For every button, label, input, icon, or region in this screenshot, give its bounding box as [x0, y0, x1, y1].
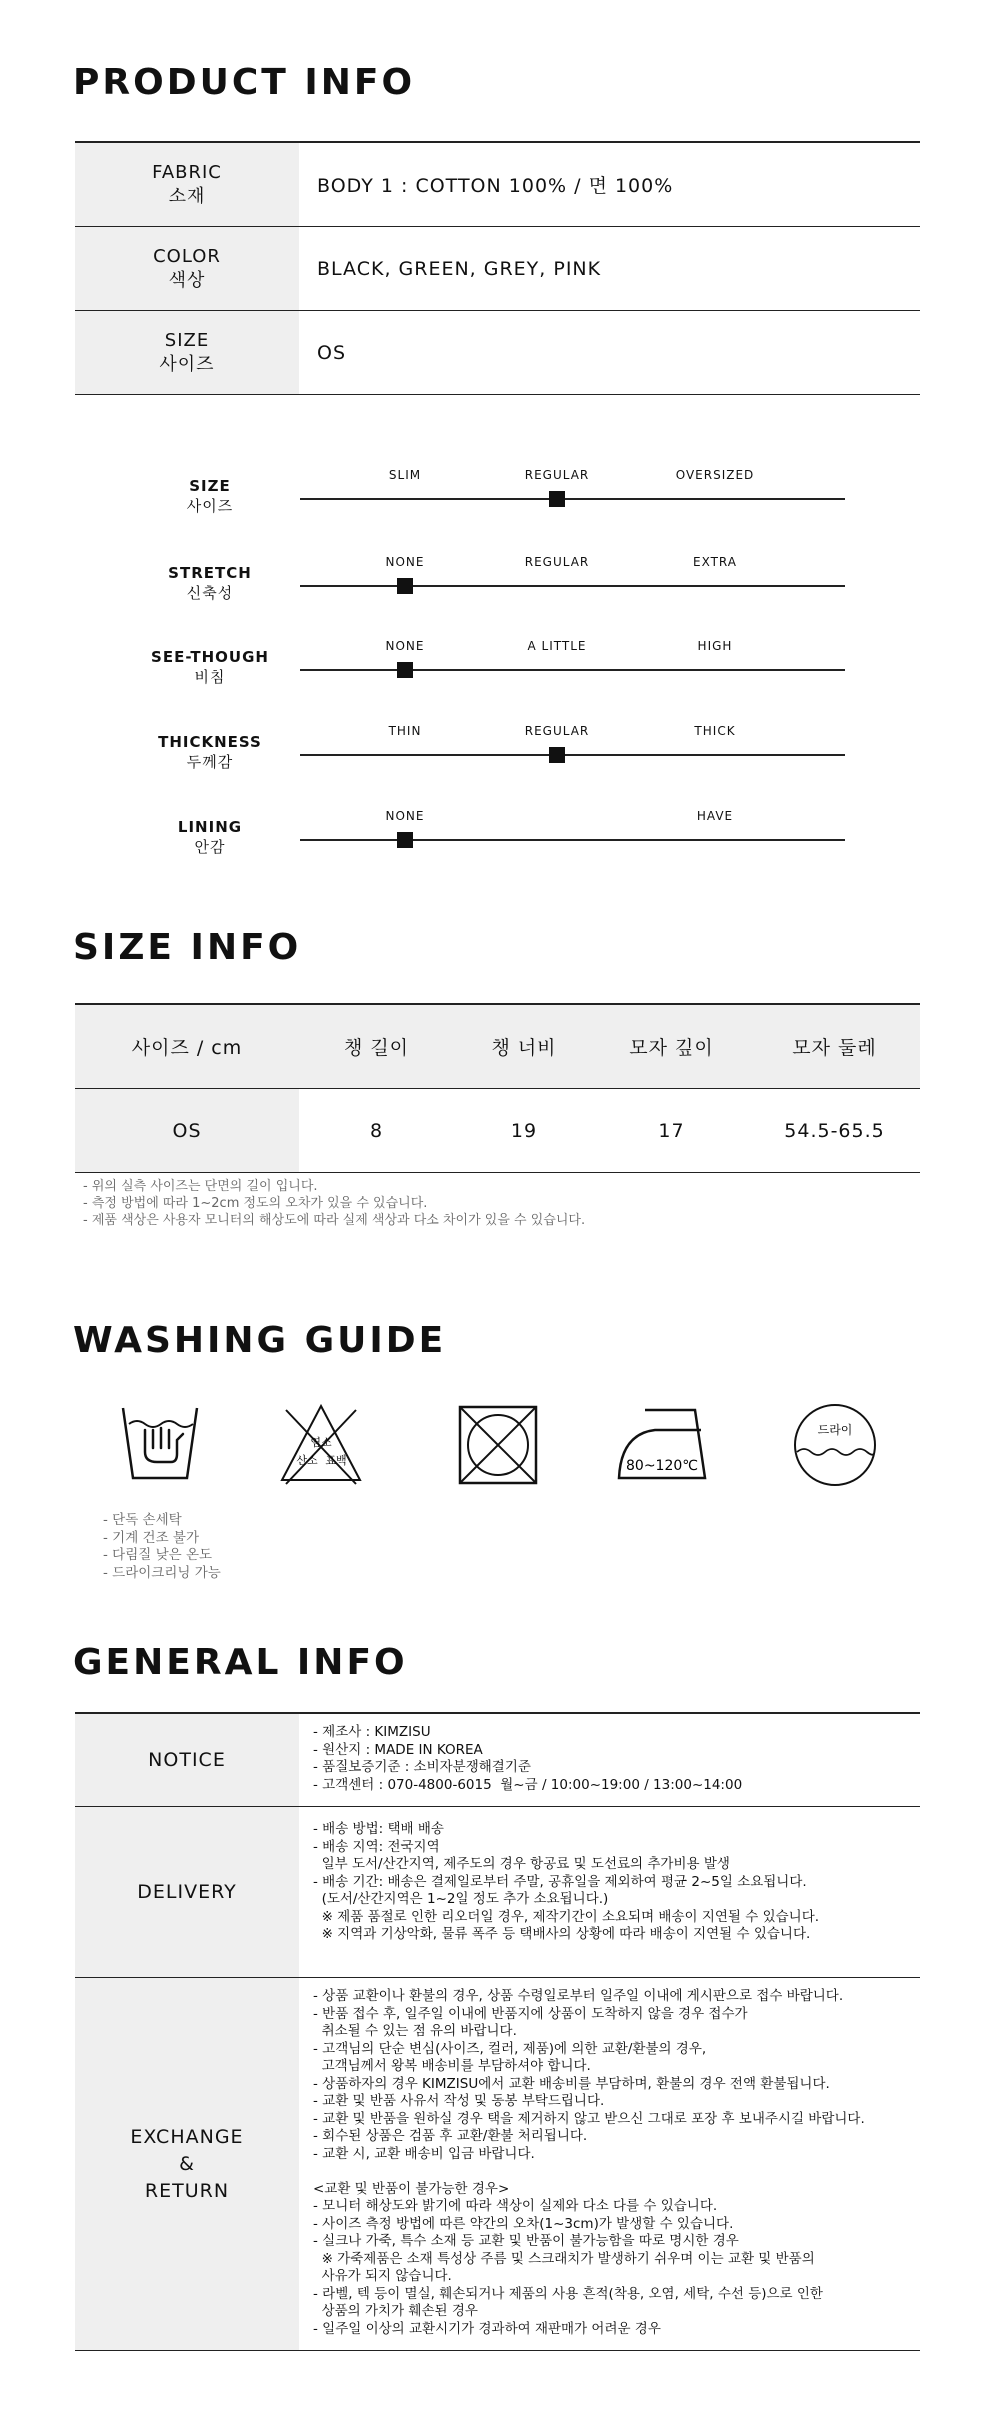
info-line: <교환 및 반품이 불가능한 경우>	[313, 2180, 510, 2197]
bleach-text-top: 염소	[310, 1436, 332, 1449]
info-line: - 배송 지역: 전국지역	[313, 1838, 440, 1855]
product-info-table	[75, 141, 920, 395]
label-line: RETURN	[144, 2179, 230, 2202]
general-info-row-delivery	[75, 1807, 920, 1978]
info-line: ※ 제품 품절로 인한 리오더일 경우, 제작기간이 소요되며 배송이 지연될 수 있습니다.	[313, 1908, 820, 1925]
label-ko: 사이즈	[159, 353, 215, 375]
general-info-row-exchange	[75, 1978, 920, 2351]
size-cell: OS	[75, 1089, 299, 1172]
fit-scale-marker	[397, 662, 413, 678]
info-line: - 라벨, 텍 등이 멸실, 훼손되거나 제품의 사용 흔적(착용, 오염, 세탁, 수선 등)으로 인한	[313, 2285, 823, 2302]
fit-scale-label	[140, 732, 280, 772]
size-notes	[83, 1178, 585, 1229]
fit-scale-marker	[549, 747, 565, 763]
row-label	[75, 1978, 299, 2350]
row-label	[75, 143, 299, 226]
fit-scale-line	[300, 669, 845, 671]
size-cell: 54.5-65.5	[784, 1119, 885, 1142]
label-line: DELIVERY	[137, 1881, 237, 1903]
washing-note: - 단독 손세탁	[103, 1512, 182, 1528]
info-line: - 원산지 : MADE IN KOREA	[313, 1741, 483, 1758]
fit-label-en: SEE-THOUGH	[151, 648, 269, 666]
fit-scale-option: NONE	[385, 809, 425, 823]
size-info-title: SIZE INFO	[73, 927, 302, 968]
product-info-title: PRODUCT INFO	[73, 62, 416, 103]
size-note: - 위의 실측 사이즈는 단면의 길이 입니다.	[83, 1179, 318, 1194]
fit-label-ko: 두께감	[186, 753, 234, 771]
hand-wash-icon	[115, 1400, 205, 1490]
fit-scale-option: A LITTLE	[527, 639, 587, 653]
fit-scale-row	[0, 545, 1000, 630]
info-line: - 반품 접수 후, 일주일 이내에 반품지에 상품이 도착하지 않을 경우 접수가	[313, 2005, 748, 2022]
dry-clean-icon	[790, 1400, 880, 1490]
fit-scale-label	[140, 817, 280, 857]
fit-scale-marker	[397, 832, 413, 848]
size-table	[75, 1003, 920, 1173]
fit-scale-option: NONE	[385, 639, 425, 653]
washing-note: - 드라이크리닝 가능	[103, 1564, 221, 1581]
size-cell: 17	[658, 1119, 685, 1142]
fit-label-en: SIZE	[189, 477, 231, 495]
info-line: - 제조사 : KIMZISU	[313, 1724, 431, 1740]
fit-scale-option: HIGH	[697, 639, 733, 653]
fit-scale-option: REGULAR	[524, 468, 590, 482]
size-header-cell: 모자 둘레	[792, 1037, 877, 1059]
fit-scale-label	[140, 476, 280, 516]
fit-scale-option: THICK	[694, 724, 736, 738]
row-lines	[299, 1807, 920, 1977]
row-lines	[299, 1714, 920, 1806]
row-value: BODY 1 : COTTON 100% / 면 100%	[317, 175, 674, 197]
fit-scale-option: REGULAR	[524, 724, 590, 738]
label-line: &	[179, 2152, 195, 2175]
fit-scale-row	[0, 799, 1000, 884]
fit-scale-label	[140, 647, 280, 687]
info-line: - 상품하자의 경우 KIMZISU에서 교환 배송비를 부담하며, 환불의 경우 전액 환불됩니다.	[313, 2075, 830, 2092]
size-header-cell: 챙 길이	[343, 1037, 410, 1059]
info-line: ※ 가죽제품은 소재 특성상 주름 및 스크래치가 발생하기 쉬우며 이는 교환 및 반품의	[313, 2250, 815, 2267]
fit-scale-option: NONE	[385, 555, 425, 569]
row-lines	[299, 1978, 920, 2350]
label-line: EXCHANGE	[130, 2125, 244, 2148]
info-line: 취소될 수 있는 점 유의 바랍니다.	[313, 2023, 517, 2039]
row-label	[75, 1807, 299, 1977]
product-info-row-color	[75, 227, 920, 311]
row-value: BLACK, GREEN, GREY, PINK	[317, 257, 602, 280]
no-bleach-icon	[276, 1400, 366, 1490]
info-line	[313, 2163, 920, 2181]
info-line: - 사이즈 측정 방법에 따른 약간의 오차(1~3cm)가 발생할 수 있습니다.	[313, 2215, 734, 2232]
fit-scale-option: REGULAR	[524, 555, 590, 569]
fit-scale-line	[300, 498, 845, 500]
fit-scale-row	[0, 458, 1000, 543]
fit-scale-option: EXTRA	[693, 555, 737, 569]
dry-clean-text: 드라이	[817, 1423, 853, 1437]
info-line: 고객님께서 왕복 배송비를 부담하셔야 합니다.	[313, 2058, 591, 2074]
product-info-row-fabric	[75, 143, 920, 227]
fit-label-ko: 안감	[194, 838, 226, 856]
general-info-title: GENERAL INFO	[73, 1642, 408, 1683]
washing-guide-title: WASHING GUIDE	[73, 1320, 447, 1361]
info-line: - 실크나 가죽, 특수 소재 등 교환 및 반품이 불가능함을 따로 명시한 경우	[313, 2233, 739, 2249]
fit-scale-option: HAVE	[696, 809, 734, 823]
size-cell: 19	[510, 1119, 538, 1142]
fit-scale-row	[0, 629, 1000, 714]
label-en: COLOR	[153, 245, 221, 267]
label-en: FABRIC	[152, 161, 222, 183]
info-line: - 품질보증기준 : 소비자분쟁해결기준	[313, 1759, 531, 1775]
product-info-row-size	[75, 311, 920, 395]
general-info-row-notice	[75, 1714, 920, 1807]
bleach-text-right: 표백	[325, 1454, 347, 1467]
label-ko: 색상	[168, 269, 206, 291]
info-line: 일부 도서/산간지역, 제주도의 경우 항공료 및 도선료의 추가비용 발생	[313, 1856, 730, 1872]
info-line: - 배송 기간: 배송은 결제일로부터 주말, 공휴일을 제외하여 평균 2~5일 소요됩니다.	[313, 1873, 807, 1890]
bleach-text-left: 산소	[296, 1454, 318, 1467]
info-line: (도서/산간지역은 1~2일 정도 추가 소요됩니다.)	[313, 1891, 609, 1907]
fit-scale-row	[0, 714, 1000, 799]
fit-label-en: LINING	[177, 818, 243, 836]
size-cell: 8	[369, 1119, 384, 1142]
fit-scale-marker	[549, 491, 565, 507]
info-line: ※ 지역과 기상악화, 물류 폭주 등 택배사의 상황에 따라 배송이 지연될 수 있습니다.	[313, 1926, 811, 1942]
info-line: 상품의 가치가 훼손된 경우	[313, 2303, 478, 2319]
fit-scale-line	[300, 839, 845, 841]
row-value: OS	[317, 341, 347, 364]
info-line: - 고객센터 : 070-4800-6015 월~금 / 10:00~19:00 / 13:00~14:00	[313, 1776, 743, 1793]
fit-label-ko: 비침	[194, 668, 226, 686]
size-header-cell: 챙 너비	[491, 1037, 557, 1059]
info-line: - 고객님의 단순 변심(사이즈, 컬러, 제품)에 의한 교환/환불의 경우,	[313, 2040, 707, 2057]
washing-note: - 기계 건조 불가	[103, 1529, 199, 1546]
label-ko: 소재	[168, 185, 206, 207]
info-line: - 배송 방법: 택배 배송	[313, 1821, 444, 1837]
fit-scale-option: THIN	[388, 724, 422, 738]
no-tumble-dry-icon	[453, 1400, 543, 1490]
fit-scale-option: OVERSIZED	[675, 468, 755, 482]
row-label	[75, 1714, 299, 1806]
info-line: 사유가 되지 않습니다.	[313, 2268, 452, 2284]
size-table-row	[75, 1089, 920, 1173]
row-label	[75, 227, 299, 310]
info-line: - 교환 시, 교환 배송비 입금 바랍니다.	[313, 2145, 535, 2162]
label-en: SIZE	[164, 329, 210, 351]
fit-label-ko: 신축성	[186, 584, 234, 602]
fit-label-en: THICKNESS	[158, 733, 262, 751]
fit-scale-line	[300, 754, 845, 756]
washing-notes	[103, 1512, 221, 1582]
fit-label-en: STRETCH	[168, 564, 252, 582]
washing-note: - 다림질 낮은 온도	[103, 1547, 213, 1563]
row-label	[75, 311, 299, 394]
size-note: - 제품 색상은 사용자 모니터의 해상도에 따라 실제 색상과 다소 차이가 있을 수 있습니다.	[83, 1213, 586, 1228]
fit-scale-option: SLIM	[388, 468, 422, 482]
label-line: NOTICE	[148, 1749, 226, 1771]
size-table-header	[75, 1005, 920, 1089]
info-line: - 회수된 상품은 검품 후 교환/환불 처리됩니다.	[313, 2128, 588, 2144]
iron-temp-text: 80~120℃	[626, 1458, 698, 1474]
fit-scale-marker	[397, 578, 413, 594]
info-line: - 교환 및 반품 사유서 작성 및 동봉 부탁드립니다.	[313, 2093, 605, 2109]
fit-scale-line	[300, 585, 845, 587]
iron-temperature-icon	[615, 1400, 725, 1490]
info-line: - 일주일 이상의 교환시기가 경과하여 재판매가 어려운 경우	[313, 2320, 661, 2337]
fit-label-ko: 사이즈	[186, 497, 234, 515]
size-note: - 측정 방법에 따라 1~2cm 정도의 오차가 있을 수 있습니다.	[83, 1196, 428, 1211]
fit-scale-label	[140, 563, 280, 603]
info-line: - 교환 및 반품을 원하실 경우 택을 제거하지 않고 받으신 그대로 포장 후 보내주시길 바랍니다.	[313, 2110, 865, 2127]
general-info-table	[75, 1712, 920, 2351]
info-line: - 모니터 해상도와 밝기에 따라 색상이 실제와 다소 다를 수 있습니다.	[313, 2198, 718, 2214]
size-header-cell: 모자 깊이	[629, 1037, 714, 1059]
info-line: - 상품 교환이나 환불의 경우, 상품 수령일로부터 일주일 이내에 게시판으로 접수 바랍니다.	[313, 1988, 844, 2004]
size-header-cell: 사이즈 / cm	[131, 1037, 243, 1059]
